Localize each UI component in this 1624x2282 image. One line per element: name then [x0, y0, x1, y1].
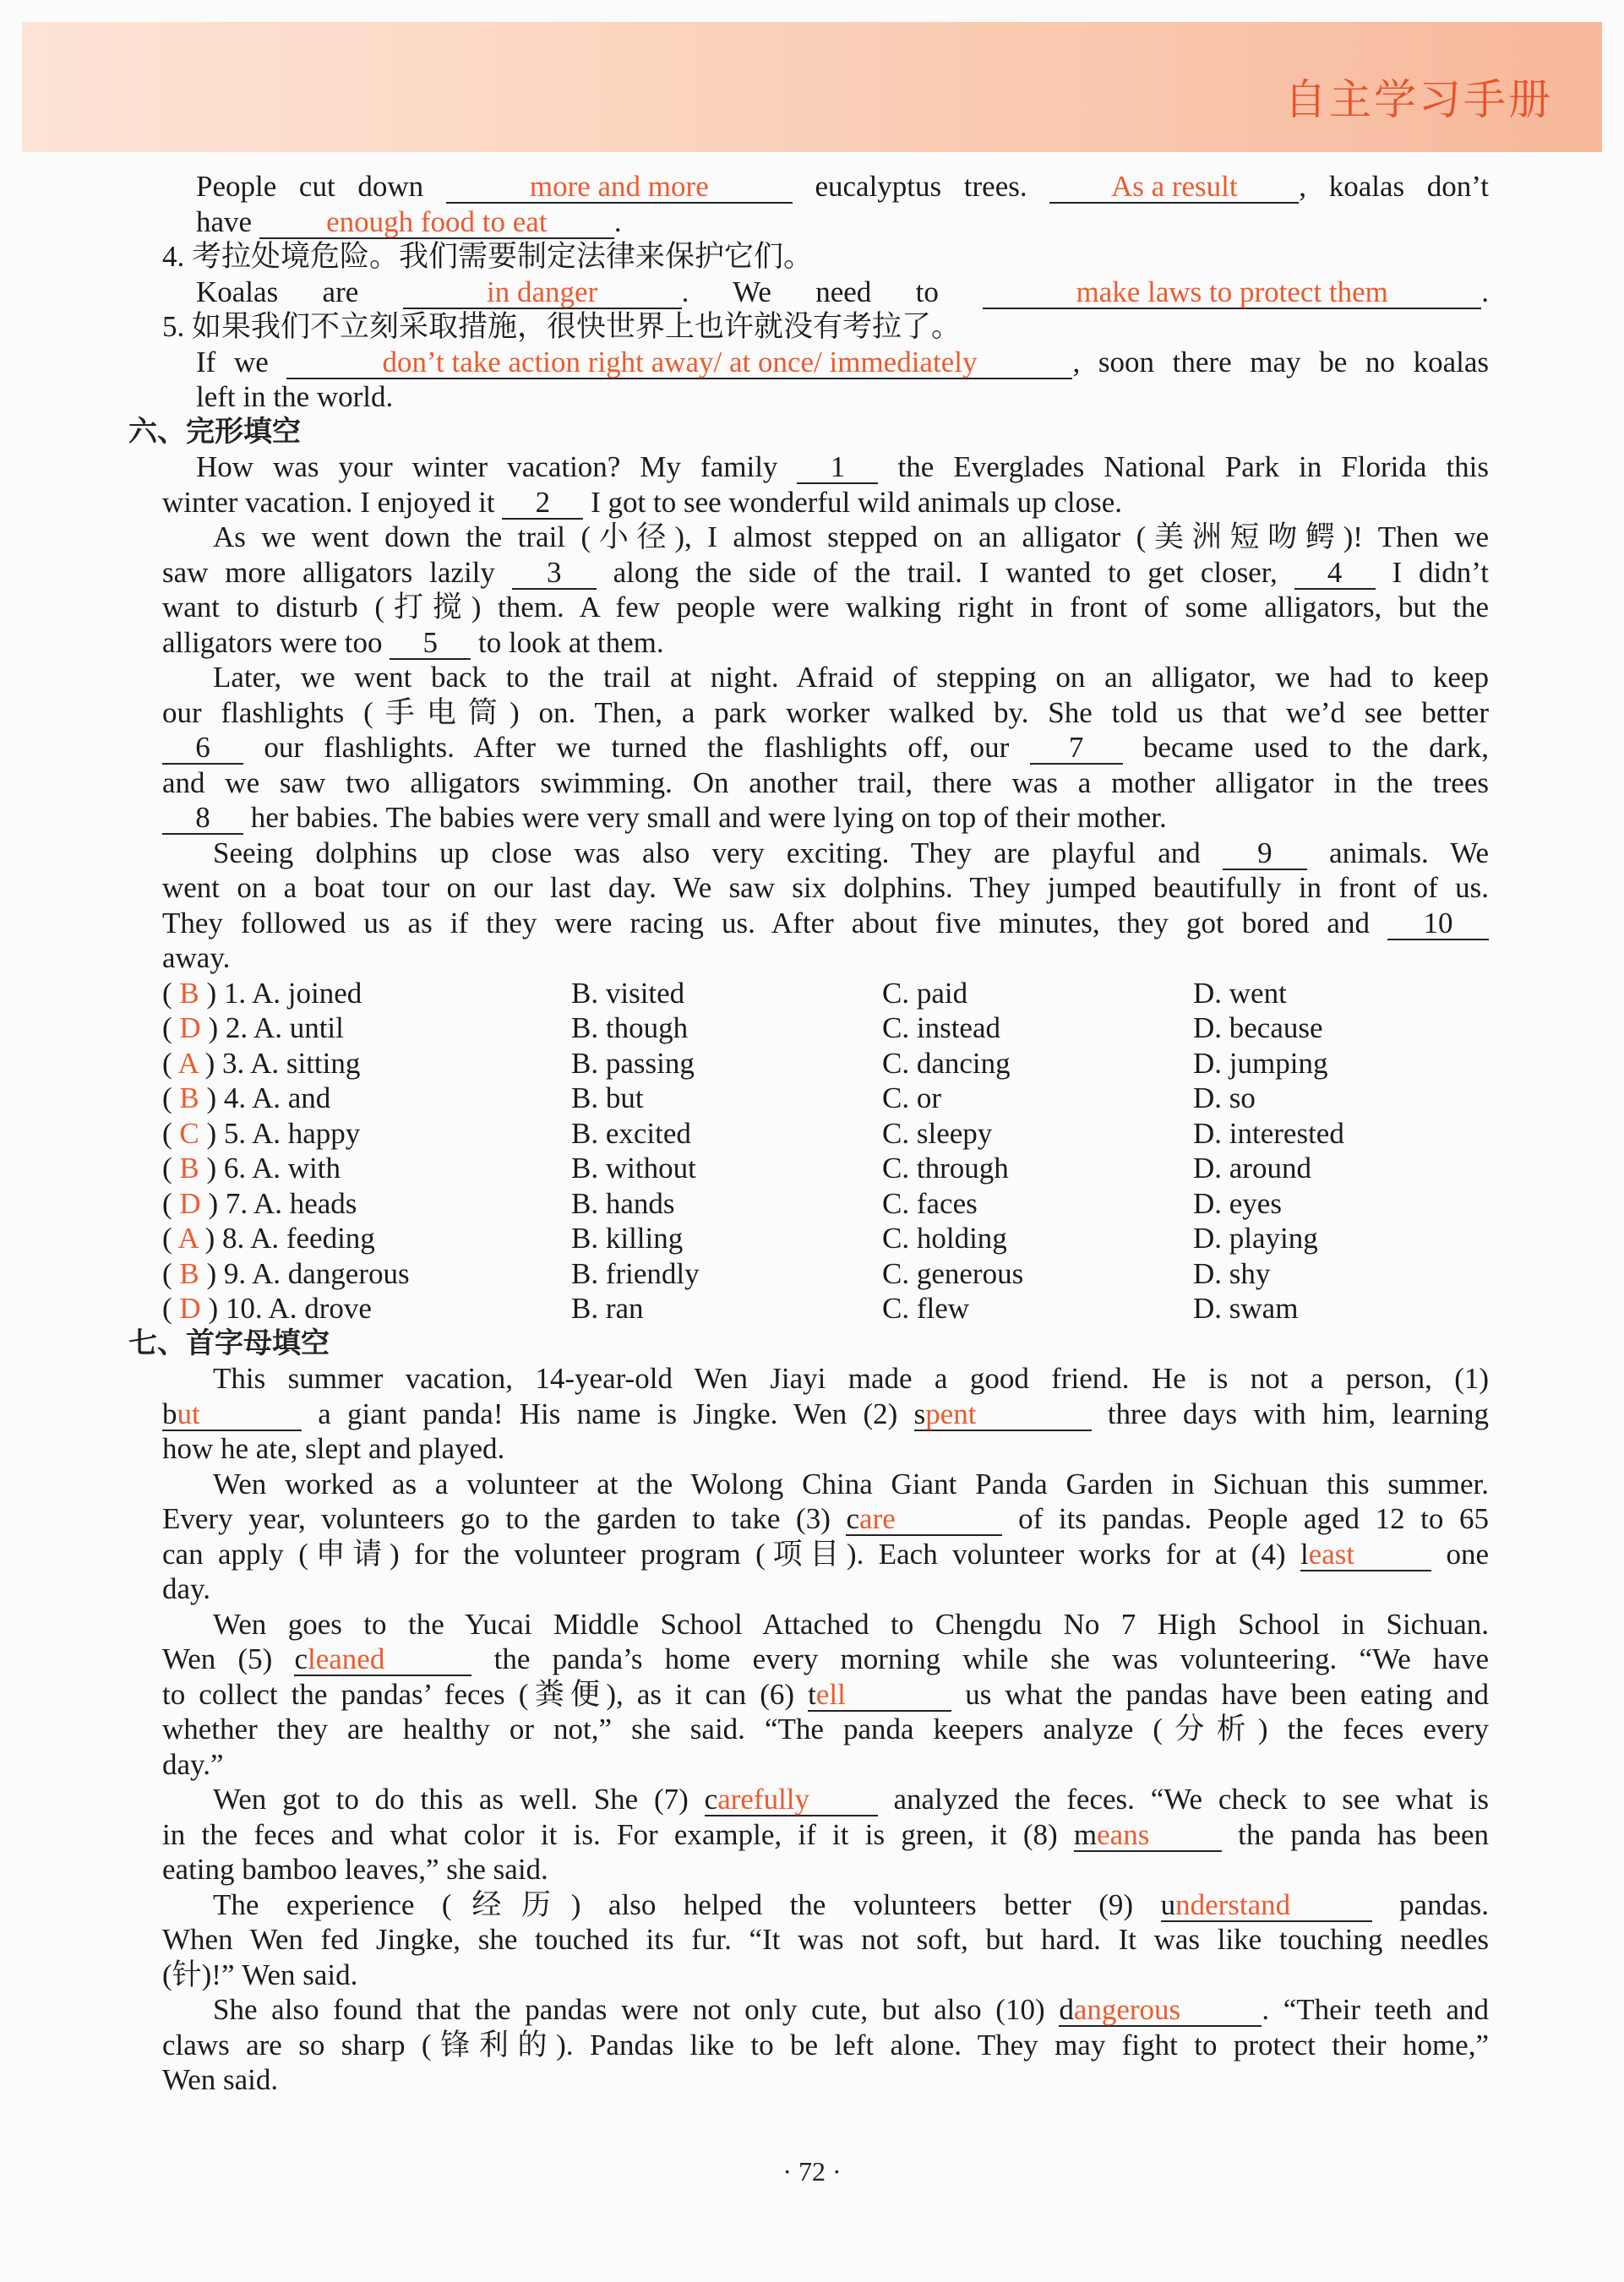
option-a[interactable]: ( D ) 2. A. until [162, 1011, 344, 1044]
passage-line: our flashlights (手电筒) on. Then, a park worker walked by. She told us that we’d see better [162, 695, 1489, 729]
option-b[interactable]: B. friendly [571, 1256, 700, 1290]
answer-blank[interactable]: more and more [446, 172, 793, 204]
answer-blank[interactable]: cleaned [294, 1644, 471, 1676]
blank: 7 [1030, 733, 1123, 765]
selected-answer: A [177, 1222, 198, 1255]
answer-blank[interactable]: tell [808, 1680, 951, 1712]
option-row [162, 1116, 1489, 1152]
selected-answer: D [179, 1292, 201, 1325]
passage-line: (针)!” Wen said. [162, 1958, 358, 1991]
answer-blank[interactable]: means [1074, 1820, 1222, 1852]
header-title: 自主学习手册 [1284, 75, 1553, 124]
option-b[interactable]: B. killing [571, 1222, 684, 1255]
option-row [162, 1291, 1489, 1326]
translation-line: If we don’t take action right away/ at once/ immediately , soon there may be no koalas [196, 345, 1490, 379]
passage-line: claws are so sharp (锋利的). Pandas like to be left alone. They may fight to protect their home,” [162, 2028, 1489, 2061]
blank: 6 [162, 733, 243, 765]
option-b[interactable]: B. passing [571, 1046, 695, 1080]
blank: 4 [1294, 558, 1376, 590]
selected-answer: B [179, 1256, 199, 1290]
option-c[interactable]: C. sleepy [882, 1116, 993, 1150]
passage-line: want to disturb (打搅) them. A few people were walking right in front of some alligators, but the [162, 591, 1489, 624]
blank: 2 [502, 487, 583, 520]
selected-answer: D [179, 1186, 201, 1220]
passage-line: As we went down the trail (小径), I almost stepped on an alligator (美洲短吻鳄)! Then we [213, 520, 1489, 553]
option-d[interactable]: D. around [1193, 1152, 1311, 1185]
passage-line: went on a boat tour on our last day. We saw six dolphins. They jumped beautifully in front of us. [162, 871, 1489, 904]
passage-line: alligators were too 5 to look at them. [162, 625, 664, 659]
option-c[interactable]: C. instead [882, 1011, 1000, 1044]
passage-line: Wen said. [162, 2063, 279, 2096]
passage-line: Wen got to do this as well. She (7) carefully analyzed the feces. “We check to see what is [213, 1783, 1490, 1816]
option-d[interactable]: D. went [1193, 976, 1287, 1010]
passage-line: away. [162, 941, 231, 974]
passage-line: in the feces and what color it is. For example, if it is green, it (8) means the panda has been [162, 1817, 1490, 1851]
option-row [162, 1081, 1489, 1116]
option-d[interactable]: D. playing [1193, 1222, 1318, 1255]
passage-line: When Wen fed Jingke, she touched its fur. “It was not soft, but hard. It was like touching needles [162, 1923, 1489, 1956]
option-a[interactable]: ( C ) 5. A. happy [162, 1116, 361, 1150]
option-b[interactable]: B. but [571, 1081, 644, 1114]
option-b[interactable]: B. ran [571, 1292, 644, 1325]
option-d[interactable]: D. interested [1193, 1116, 1344, 1150]
option-row [162, 1221, 1489, 1256]
passage-line: saw more alligators lazily 3 along the side of the trail. I wanted to get closer, 4 I didn’t [162, 555, 1489, 589]
answer-blank[interactable]: enough food to eat [259, 207, 614, 239]
passage-line: The experience (经历) also helped the volunteers better (9) understand pandas. [213, 1887, 1489, 1921]
answer-blank[interactable]: understand [1161, 1890, 1372, 1922]
option-a[interactable]: ( B ) 4. A. and [162, 1081, 331, 1114]
passage-line: how he ate, slept and played. [162, 1432, 505, 1465]
option-d[interactable]: D. because [1193, 1011, 1323, 1044]
blank: 10 [1387, 908, 1489, 940]
option-c[interactable]: C. dancing [882, 1046, 1011, 1080]
selected-answer: B [179, 976, 199, 1010]
passage-line: whether they are healthy or not,” she said. “The panda keepers analyze (分析) the feces every [162, 1713, 1489, 1746]
option-a[interactable]: ( B ) 9. A. dangerous [162, 1256, 410, 1290]
option-d[interactable]: D. shy [1193, 1256, 1271, 1290]
answer-blank[interactable]: spent [914, 1399, 1092, 1431]
blank: 9 [1223, 838, 1307, 870]
passage-line: day.” [162, 1747, 224, 1781]
option-row [162, 976, 1489, 1011]
option-a[interactable]: ( D ) 7. A. heads [162, 1186, 357, 1220]
passage-line: This summer vacation, 14-year-old Wen Jiayi made a good friend. He is not a person, (1) [213, 1362, 1489, 1395]
passage-line: Wen (5) cleaned the panda’s home every morning while she was volunteering. “We have [162, 1642, 1490, 1675]
selected-answer: B [179, 1081, 199, 1114]
section-heading: 七、首字母填空 [128, 1326, 330, 1360]
selected-answer: B [179, 1152, 199, 1185]
option-a[interactable]: ( D ) 10. A. drove [162, 1292, 372, 1325]
option-a[interactable]: ( B ) 6. A. with [162, 1152, 341, 1185]
answer-blank[interactable]: but [162, 1399, 302, 1431]
passage-line: winter vacation. I enjoyed it 2 I got to see wonderful wild animals up close. [162, 485, 1123, 519]
passage-line: Wen goes to the Yucai Middle School Attached to Chengdu No 7 High School in Sichuan. [213, 1607, 1489, 1641]
passage-line: eating bamboo leaves,” she said. [162, 1853, 548, 1886]
option-row [162, 1046, 1489, 1081]
option-row [162, 1151, 1489, 1186]
question-chinese: 5. 如果我们不立刻采取措施，很快世界上也许就没有考拉了。 [162, 310, 962, 343]
answer-blank[interactable]: care [846, 1504, 1002, 1536]
passage-line: 8 her babies. The babies were very small and were lying on top of their mother. [162, 800, 1489, 836]
passage-line: How was your winter vacation? My family 1 the Everglades National Park in Florida this [196, 450, 1490, 483]
question-chinese: 4. 考拉处境危险。我们需要制定法律来保护它们。 [162, 240, 814, 273]
option-a[interactable]: ( B ) 1. A. joined [162, 976, 362, 1010]
blank: 8 [162, 803, 243, 835]
option-d[interactable]: D. jumping [1193, 1046, 1328, 1080]
translation-line: have enough food to eat . [196, 204, 622, 238]
section-heading: 六、完形填空 [128, 414, 301, 449]
passage-line: day. [162, 1572, 211, 1605]
answer-blank[interactable]: least [1300, 1539, 1431, 1571]
option-c[interactable]: C. holding [882, 1222, 1007, 1255]
page-number: · 72 · [782, 2156, 842, 2187]
worksheet-content [128, 169, 1490, 2098]
translation-line: People cut down more and more eucalyptus trees. As a result , koalas don’t [196, 170, 1490, 203]
option-a[interactable]: ( A ) 8. A. feeding [162, 1222, 375, 1255]
header-banner [22, 22, 1602, 152]
option-b[interactable]: B. excited [571, 1116, 691, 1150]
passage-line: and we saw two alligators swimming. On another trail, there was a mother alligator in the trees [162, 765, 1489, 799]
answer-blank[interactable]: dangerous [1059, 1995, 1262, 2027]
answer-blank[interactable]: As a result [1049, 172, 1299, 204]
answer-blank[interactable]: make laws to protect them [983, 277, 1481, 309]
passage-line: They followed us as if they were racing us. After about five minutes, they got bored and 10 [162, 906, 1489, 941]
blank: 5 [390, 628, 471, 660]
passage-line: but a giant panda! His name is Jingke. Wen (2) spent three days with him, learning [162, 1397, 1490, 1430]
text-line: left in the world. [196, 380, 394, 413]
option-c[interactable]: C. through [882, 1152, 1009, 1185]
passage-line: She also found that the pandas were not only cute, but also (10) dangerous . “Their teeth and [213, 1993, 1490, 2026]
translation-line: Koalas are in danger . We need to make laws to protect them . [196, 275, 1489, 308]
option-c[interactable]: C. faces [882, 1186, 978, 1220]
option-d[interactable]: D. swam [1193, 1292, 1299, 1325]
passage-line: Later, we went back to the trail at night. Afraid of stepping on an alligator, we had to keep [213, 661, 1489, 694]
option-c[interactable]: C. paid [882, 976, 968, 1010]
selected-answer: D [179, 1011, 201, 1044]
blank: 3 [512, 558, 597, 590]
answer-blank[interactable]: carefully [705, 1784, 878, 1816]
option-c[interactable]: C. or [882, 1081, 941, 1114]
option-c[interactable]: C. generous [882, 1256, 1024, 1290]
passage-line: Wen worked as a volunteer at the Wolong China Giant Panda Garden in Sichuan this summer. [213, 1467, 1489, 1500]
passage-line: Seeing dolphins up close was also very exciting. They are playful and 9 animals. We [213, 836, 1490, 869]
passage-line: Every year, volunteers go to the garden to take (3) care of its pandas. People aged 12 to 65 [162, 1502, 1490, 1535]
option-b[interactable]: B. hands [571, 1186, 675, 1220]
option-b[interactable]: B. without [571, 1152, 696, 1185]
option-row [162, 1256, 1489, 1292]
option-a[interactable]: ( A ) 3. A. sitting [162, 1046, 361, 1080]
selected-answer: C [179, 1116, 199, 1150]
answer-blank[interactable]: in danger [403, 277, 682, 309]
answer-blank[interactable]: don’t take action right away/ at once/ immediately [286, 347, 1072, 379]
passage-line: to collect the pandas’ feces (粪便), as it can (6) tell us what the pandas have been eating and [162, 1677, 1490, 1711]
passage-line: can apply (申请) for the volunteer program (项目). Each volunteer works for at (4) least one [162, 1537, 1489, 1571]
option-d[interactable]: D. eyes [1193, 1186, 1282, 1220]
blank: 1 [797, 452, 878, 484]
passage-line: 6 our flashlights. After we turned the flashlights off, our 7 became used to the dark, [162, 730, 1489, 765]
option-b[interactable]: B. visited [571, 976, 685, 1010]
option-row [162, 1186, 1489, 1222]
option-c[interactable]: C. flew [882, 1292, 970, 1325]
option-b[interactable]: B. though [571, 1011, 689, 1044]
option-d[interactable]: D. so [1193, 1081, 1256, 1114]
selected-answer: A [177, 1046, 198, 1080]
options-list [162, 976, 1489, 1326]
option-row [162, 1010, 1489, 1046]
